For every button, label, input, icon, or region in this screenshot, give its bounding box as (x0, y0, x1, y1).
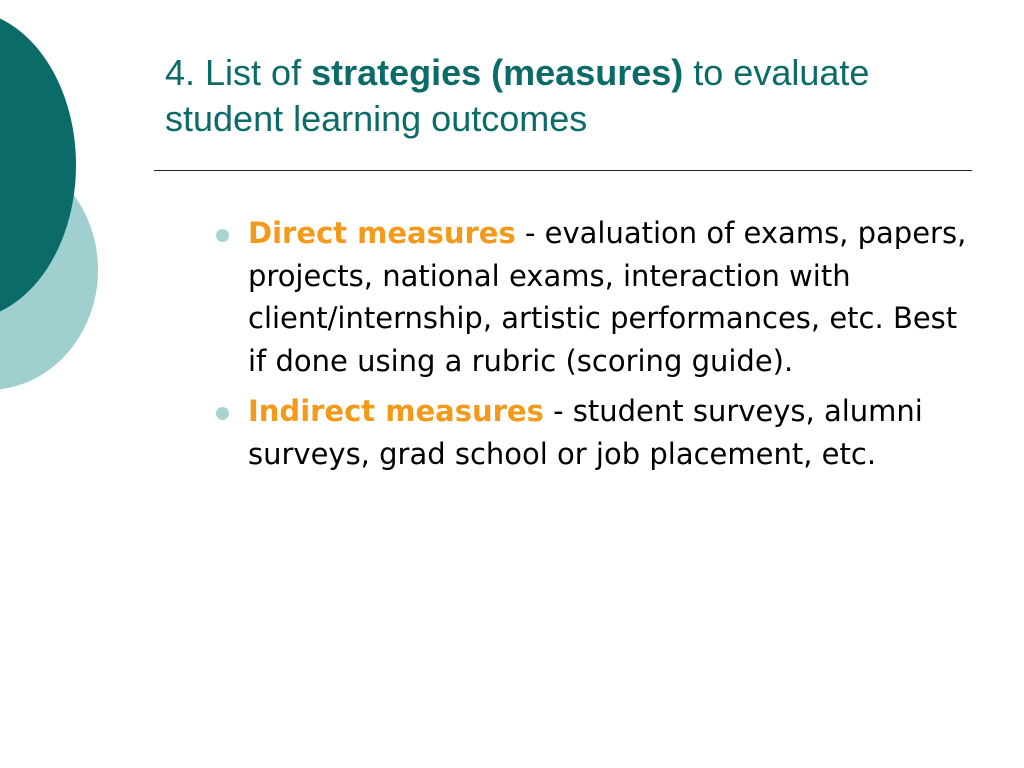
bullet-text: - evaluation of exams, papers, projects, national exams, interaction with client/internship, artistic performances, etc. Best if done using a rubric (scoring guide). (248, 216, 967, 378)
title-prefix: 4. List of (165, 52, 312, 93)
bullet-item-indirect-measures (216, 390, 976, 475)
bullet-item-direct-measures (216, 212, 976, 382)
title-divider (154, 170, 972, 171)
bullet-list (216, 212, 976, 483)
bullet-text: - student surveys, alumni surveys, grad school or job placement, etc. (248, 394, 923, 471)
bullet-term: Direct measures (248, 216, 516, 250)
bullet-dot-icon (216, 229, 229, 242)
slide-title (165, 50, 985, 142)
bullet-term: Indirect measures (248, 394, 544, 428)
title-suffix: to evaluate student learning outcomes (165, 52, 870, 139)
bullet-dot-icon (216, 407, 229, 420)
title-emphasis: strategies (measures) (311, 52, 684, 93)
